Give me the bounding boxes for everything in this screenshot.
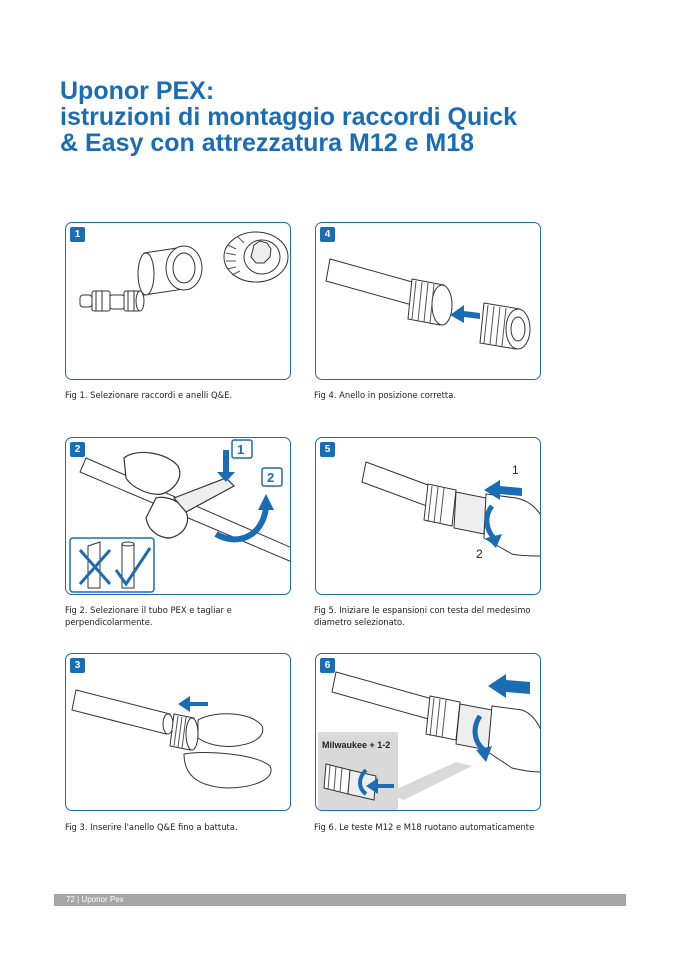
insert-ring-illustration [66, 654, 291, 811]
caption-line: Fig 3. Inserire l'anello Q&E fino a battuta. [65, 822, 238, 832]
ring-position-illustration [316, 223, 541, 380]
cut-pipe-illustration [66, 438, 291, 595]
caption-line: perpendicolarmente. [65, 617, 153, 627]
step-2-caption [65, 604, 315, 628]
caption-line: Fig 6. Le teste M12 e M18 ruotano automaticamente [314, 822, 535, 832]
caption-line: Fig 2. Selezionare il tubo PEX e tagliar e [65, 605, 232, 615]
step2-label-2: 2 [267, 470, 275, 485]
footer-text: 72 | Uponor Pex [66, 895, 124, 904]
step-4-badge: 4 [320, 227, 335, 242]
step5-label-2: 2 [476, 547, 483, 561]
step-6-caption [314, 821, 564, 833]
step-2-panel [65, 437, 291, 595]
expansion-illustration [316, 438, 541, 595]
caption-line: Fig 4. Anello in posizione corretta. [314, 390, 456, 400]
fittings-illustration [66, 223, 291, 380]
title-line-2: istruzioni di montaggio raccordi Quick [60, 103, 517, 131]
step-5-caption [314, 604, 564, 628]
caption-line: diametro selezionato. [314, 617, 405, 627]
step-4-panel [315, 222, 541, 380]
step-1-badge: 1 [70, 227, 85, 242]
step-4-caption [314, 389, 564, 401]
page-title [60, 78, 640, 156]
step-1-panel [65, 222, 291, 380]
title-line-1: Uponor PEX: [60, 77, 215, 105]
step2-label-1: 1 [237, 442, 245, 457]
footer-bar [54, 894, 626, 906]
step-3-panel [65, 653, 291, 811]
step-6-badge: 6 [320, 658, 335, 673]
step-6-panel [315, 653, 541, 811]
step-2-badge: 2 [70, 442, 85, 457]
step-5-badge: 5 [320, 442, 335, 457]
step-5-panel [315, 437, 541, 595]
caption-line: Fig 5. Iniziare le espansioni con testa del medesimo [314, 605, 531, 615]
step5-label-1: 1 [512, 463, 519, 477]
rotation-illustration [316, 654, 541, 811]
step-3-caption [65, 821, 315, 833]
title-line-3: & Easy con attrezzatura M12 e M18 [60, 129, 475, 157]
caption-line: Fig 1. Selezionare raccordi e anelli Q&E. [65, 390, 233, 400]
step-1-caption [65, 389, 315, 401]
step6-inset-label: Milwaukee + 1-2 [322, 740, 391, 750]
step-3-badge: 3 [70, 658, 85, 673]
